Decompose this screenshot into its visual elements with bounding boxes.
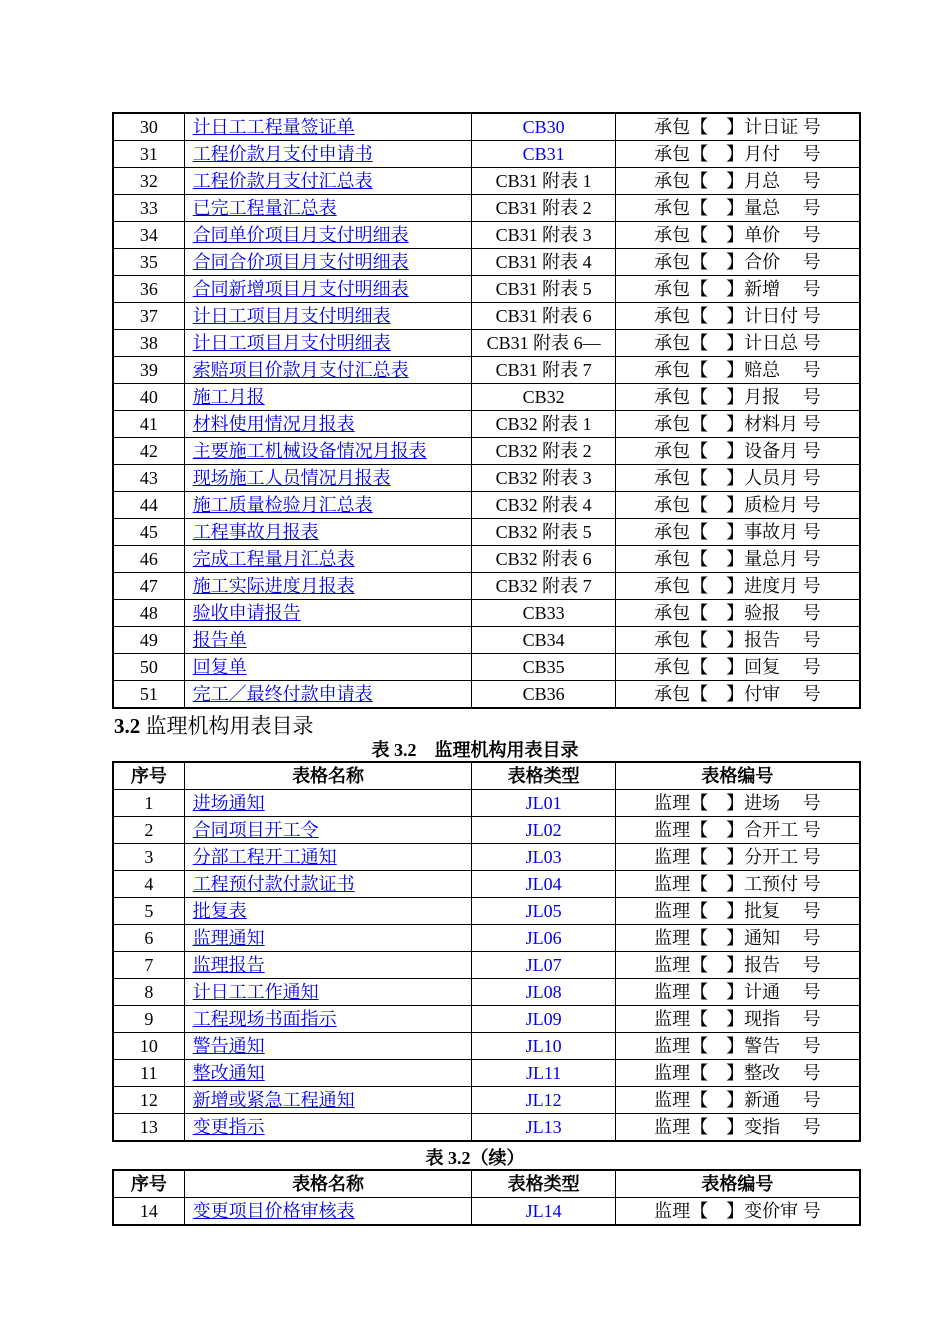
- row-serial: 32: [113, 168, 184, 195]
- form-name-link[interactable]: 主要施工机械设备情况月报表: [192, 441, 427, 461]
- table-row: [113, 790, 860, 817]
- row-form-type: CB36: [472, 681, 615, 709]
- form-name-link[interactable]: 计日工工程量签证单: [192, 117, 355, 137]
- row-form-type: CB31: [472, 141, 615, 168]
- form-name-link[interactable]: 合同项目开工令: [192, 820, 319, 840]
- row-serial: 51: [113, 681, 184, 709]
- row-form-name-cell: [184, 1060, 472, 1087]
- form-name-link[interactable]: 工程现场书面指示: [192, 1009, 337, 1029]
- table-row: [113, 1198, 860, 1226]
- supervision-forms-table-continued: [112, 1169, 861, 1226]
- row-form-name-cell: [184, 276, 472, 303]
- row-form-type: JL03: [472, 844, 615, 871]
- form-name-link[interactable]: 进场通知: [192, 793, 265, 813]
- row-form-number: 监理【 】进场 号: [615, 790, 860, 817]
- row-form-number: 承包【 】赔总 号: [615, 357, 860, 384]
- table-row: [113, 113, 860, 141]
- row-form-type: CB32 附表 3: [472, 465, 615, 492]
- row-form-number: 监理【 】合开工 号: [615, 817, 860, 844]
- row-serial: 46: [113, 546, 184, 573]
- table-row: [113, 141, 860, 168]
- table-row: [113, 817, 860, 844]
- row-serial: 39: [113, 357, 184, 384]
- row-serial: 38: [113, 330, 184, 357]
- header-form-number: 表格编号: [615, 762, 860, 790]
- row-form-name-cell: [184, 303, 472, 330]
- table-row: [113, 222, 860, 249]
- header-form-number: 表格编号: [615, 1170, 860, 1198]
- form-name-link[interactable]: 施工质量检验月汇总表: [192, 495, 373, 515]
- form-name-link[interactable]: 完成工程量月汇总表: [192, 549, 355, 569]
- row-form-number: 监理【 】变价审 号: [615, 1198, 860, 1226]
- row-serial: 2: [113, 817, 184, 844]
- row-serial: 14: [113, 1198, 184, 1226]
- table-row: [113, 519, 860, 546]
- row-form-name-cell: [184, 438, 472, 465]
- form-name-link[interactable]: 批复表: [192, 901, 247, 921]
- supervision-forms-table: [112, 761, 861, 1142]
- header-form-type: 表格类型: [472, 762, 615, 790]
- form-name-link[interactable]: 变更指示: [192, 1117, 265, 1137]
- row-form-type: CB31 附表 2: [472, 195, 615, 222]
- form-name-link[interactable]: 整改通知: [192, 1063, 265, 1083]
- row-form-type: CB33: [472, 600, 615, 627]
- row-form-type: JL07: [472, 952, 615, 979]
- row-serial: 40: [113, 384, 184, 411]
- row-form-name-cell: [184, 1006, 472, 1033]
- row-serial: 3: [113, 844, 184, 871]
- section-number: 3.2: [114, 714, 141, 738]
- table-row: [113, 276, 860, 303]
- row-form-type: CB31 附表 3: [472, 222, 615, 249]
- table-continued-caption: 表 3.2（续）: [425, 1148, 525, 1168]
- row-form-type: JL10: [472, 1033, 615, 1060]
- row-form-name-cell: [184, 817, 472, 844]
- row-form-number: 承包【 】事故月 号: [615, 519, 860, 546]
- row-serial: 30: [113, 113, 184, 141]
- table-row: [113, 844, 860, 871]
- form-name-link[interactable]: 材料使用情况月报表: [192, 414, 355, 434]
- header-serial: 序号: [113, 762, 184, 790]
- table-row: [113, 871, 860, 898]
- row-form-name-cell: [184, 519, 472, 546]
- row-form-name-cell: [184, 465, 472, 492]
- form-name-link[interactable]: 计日工项目月支付明细表: [192, 333, 391, 353]
- row-form-name-cell: [184, 925, 472, 952]
- row-form-name-cell: [184, 654, 472, 681]
- row-form-number: 承包【 】计日付 号: [615, 303, 860, 330]
- row-form-type: CB34: [472, 627, 615, 654]
- row-form-number: 监理【 】现指 号: [615, 1006, 860, 1033]
- row-form-type: CB32 附表 7: [472, 573, 615, 600]
- table-row: [113, 303, 860, 330]
- row-form-type: CB32 附表 2: [472, 438, 615, 465]
- row-form-number: 承包【 】设备月 号: [615, 438, 860, 465]
- form-name-link[interactable]: 现场施工人员情况月报表: [192, 468, 391, 488]
- table-row: [113, 898, 860, 925]
- row-serial: 7: [113, 952, 184, 979]
- form-name-link[interactable]: 分部工程开工通知: [192, 847, 337, 867]
- row-form-number: 承包【 】计日总 号: [615, 330, 860, 357]
- row-form-name-cell: [184, 573, 472, 600]
- table-row: [113, 330, 860, 357]
- table-row: [113, 249, 860, 276]
- row-form-name-cell: [184, 952, 472, 979]
- row-serial: 11: [113, 1060, 184, 1087]
- form-name-link[interactable]: 计日工工作通知: [192, 982, 319, 1002]
- row-form-name-cell: [184, 141, 472, 168]
- form-name-link[interactable]: 新增或紧急工程通知: [192, 1090, 355, 1110]
- row-form-number: 监理【 】工预付 号: [615, 871, 860, 898]
- row-form-number: 承包【 】新增 号: [615, 276, 860, 303]
- row-form-name-cell: [184, 546, 472, 573]
- row-serial: 9: [113, 1006, 184, 1033]
- row-form-type: JL08: [472, 979, 615, 1006]
- row-form-number: 监理【 】变指 号: [615, 1114, 860, 1142]
- row-serial: 42: [113, 438, 184, 465]
- row-form-name-cell: [184, 790, 472, 817]
- row-form-type: CB32 附表 1: [472, 411, 615, 438]
- row-form-number: 承包【 】付审 号: [615, 681, 860, 709]
- row-form-name-cell: [184, 600, 472, 627]
- form-name-link[interactable]: 施工月报: [192, 387, 265, 407]
- table-row: [113, 1114, 860, 1142]
- row-form-type: JL02: [472, 817, 615, 844]
- row-form-type: JL01: [472, 790, 615, 817]
- row-form-name-cell: [184, 1033, 472, 1060]
- row-form-number: 承包【 】计日证 号: [615, 113, 860, 141]
- row-form-type: CB32: [472, 384, 615, 411]
- row-serial: 45: [113, 519, 184, 546]
- table-row: [113, 1006, 860, 1033]
- row-form-name-cell: [184, 979, 472, 1006]
- row-form-name-cell: [184, 1198, 472, 1226]
- table-row: [113, 979, 860, 1006]
- table-row: [113, 168, 860, 195]
- table-row: [113, 600, 860, 627]
- header-form-name: 表格名称: [184, 1170, 472, 1198]
- row-form-number: 承包【 】量总 号: [615, 195, 860, 222]
- table-row: [113, 546, 860, 573]
- row-form-name-cell: [184, 113, 472, 141]
- row-form-number: 承包【 】量总月 号: [615, 546, 860, 573]
- form-name-link[interactable]: 报告单: [192, 630, 247, 650]
- row-form-number: 承包【 】报告 号: [615, 627, 860, 654]
- row-serial: 41: [113, 411, 184, 438]
- row-form-number: 监理【 】整改 号: [615, 1060, 860, 1087]
- table-row: [113, 1087, 860, 1114]
- row-form-number: 承包【 】质检月 号: [615, 492, 860, 519]
- row-form-name-cell: [184, 384, 472, 411]
- row-form-type: CB31 附表 7: [472, 357, 615, 384]
- row-form-type: JL04: [472, 871, 615, 898]
- table-row: [113, 925, 860, 952]
- row-serial: 8: [113, 979, 184, 1006]
- row-serial: 35: [113, 249, 184, 276]
- row-form-name-cell: [184, 844, 472, 871]
- table-header-row: [113, 1170, 860, 1198]
- row-form-number: 承包【 】回复 号: [615, 654, 860, 681]
- row-form-type: CB32 附表 6: [472, 546, 615, 573]
- form-name-link[interactable]: 验收申请报告: [192, 603, 301, 623]
- row-serial: 5: [113, 898, 184, 925]
- form-name-link[interactable]: 工程价款月支付申请书: [192, 144, 373, 164]
- row-form-name-cell: [184, 627, 472, 654]
- row-form-name-cell: [184, 249, 472, 276]
- row-form-number: 监理【 】批复 号: [615, 898, 860, 925]
- row-form-number: 承包【 】合价 号: [615, 249, 860, 276]
- row-form-type: CB32 附表 5: [472, 519, 615, 546]
- row-form-type: JL14: [472, 1198, 615, 1226]
- row-form-name-cell: [184, 330, 472, 357]
- row-form-number: 承包【 】单价 号: [615, 222, 860, 249]
- form-name-link[interactable]: 工程预付款付款证书: [192, 874, 355, 894]
- table-row: [113, 654, 860, 681]
- row-form-number: 承包【 】材料月 号: [615, 411, 860, 438]
- form-name-link[interactable]: 合同新增项目月支付明细表: [192, 279, 409, 299]
- form-name-link[interactable]: 合同合价项目月支付明细表: [192, 252, 409, 272]
- table-row: [113, 465, 860, 492]
- form-name-link[interactable]: 完工／最终付款申请表: [192, 684, 373, 704]
- form-name-link[interactable]: 已完工程量汇总表: [192, 198, 337, 218]
- header-form-type: 表格类型: [472, 1170, 615, 1198]
- section-title: 监理机构用表目录: [145, 714, 314, 738]
- row-form-number: 监理【 】报告 号: [615, 952, 860, 979]
- form-name-link[interactable]: 工程事故月报表: [192, 522, 319, 542]
- row-form-name-cell: [184, 195, 472, 222]
- table-row: [113, 952, 860, 979]
- row-form-type: CB31 附表 5: [472, 276, 615, 303]
- row-serial: 49: [113, 627, 184, 654]
- row-form-number: 承包【 】验报 号: [615, 600, 860, 627]
- row-form-name-cell: [184, 1114, 472, 1142]
- row-form-type: CB31 附表 6: [472, 303, 615, 330]
- row-form-name-cell: [184, 871, 472, 898]
- contractor-forms-table: [112, 112, 861, 709]
- row-form-name-cell: [184, 681, 472, 709]
- table-header-row: [113, 762, 860, 790]
- table-row: [113, 627, 860, 654]
- row-form-number: 监理【 】通知 号: [615, 925, 860, 952]
- row-form-number: 承包【 】月付 号: [615, 141, 860, 168]
- form-name-link[interactable]: 计日工项目月支付明细表: [192, 306, 391, 326]
- row-form-type: CB31 附表 4: [472, 249, 615, 276]
- form-name-link[interactable]: 监理通知: [192, 928, 265, 948]
- row-form-name-cell: [184, 1087, 472, 1114]
- row-serial: 37: [113, 303, 184, 330]
- row-form-number: 承包【 】人员月 号: [615, 465, 860, 492]
- row-form-number: 监理【 】警告 号: [615, 1033, 860, 1060]
- table-row: [113, 411, 860, 438]
- row-form-type: CB32 附表 4: [472, 492, 615, 519]
- table-row: [113, 357, 860, 384]
- row-form-number: 承包【 】月总 号: [615, 168, 860, 195]
- form-name-link[interactable]: 警告通知: [192, 1036, 265, 1056]
- row-form-name-cell: [184, 898, 472, 925]
- row-form-number: 监理【 】新通 号: [615, 1087, 860, 1114]
- table-row: [113, 573, 860, 600]
- row-serial: 43: [113, 465, 184, 492]
- row-form-type: CB31 附表 1: [472, 168, 615, 195]
- row-form-type: CB30: [472, 113, 615, 141]
- row-serial: 33: [113, 195, 184, 222]
- row-form-number: 承包【 】月报 号: [615, 384, 860, 411]
- form-name-link[interactable]: 监理报告: [192, 955, 265, 975]
- row-serial: 44: [113, 492, 184, 519]
- table-row: [113, 438, 860, 465]
- row-serial: 31: [113, 141, 184, 168]
- row-form-name-cell: [184, 168, 472, 195]
- row-form-number: 监理【 】计通 号: [615, 979, 860, 1006]
- row-serial: 6: [113, 925, 184, 952]
- row-serial: 10: [113, 1033, 184, 1060]
- row-serial: 34: [113, 222, 184, 249]
- table-row: [113, 1060, 860, 1087]
- row-serial: 48: [113, 600, 184, 627]
- row-form-type: CB35: [472, 654, 615, 681]
- row-form-number: 监理【 】分开工 号: [615, 844, 860, 871]
- row-form-type: JL12: [472, 1087, 615, 1114]
- form-name-link[interactable]: 施工实际进度月报表: [192, 576, 355, 596]
- row-form-name-cell: [184, 222, 472, 249]
- row-serial: 1: [113, 790, 184, 817]
- row-serial: 13: [113, 1114, 184, 1142]
- table-caption: 表 3.2 监理机构用表目录: [371, 740, 579, 760]
- row-form-type: JL13: [472, 1114, 615, 1142]
- row-form-name-cell: [184, 492, 472, 519]
- row-form-type: JL06: [472, 925, 615, 952]
- row-form-type: CB31 附表 6—: [472, 330, 615, 357]
- table-row: [113, 492, 860, 519]
- row-form-name-cell: [184, 411, 472, 438]
- row-form-number: 承包【 】进度月 号: [615, 573, 860, 600]
- row-serial: 4: [113, 871, 184, 898]
- table-row: [113, 1033, 860, 1060]
- row-form-type: JL09: [472, 1006, 615, 1033]
- table-row: [113, 195, 860, 222]
- form-name-link[interactable]: 变更项目价格审核表: [192, 1201, 355, 1221]
- row-serial: 47: [113, 573, 184, 600]
- row-form-type: JL11: [472, 1060, 615, 1087]
- row-serial: 50: [113, 654, 184, 681]
- row-form-type: JL05: [472, 898, 615, 925]
- table-row: [113, 384, 860, 411]
- row-serial: 36: [113, 276, 184, 303]
- form-name-link[interactable]: 索赔项目价款月支付汇总表: [192, 360, 409, 380]
- form-name-link[interactable]: 回复单: [192, 657, 247, 677]
- header-serial: 序号: [113, 1170, 184, 1198]
- row-serial: 12: [113, 1087, 184, 1114]
- header-form-name: 表格名称: [184, 762, 472, 790]
- form-name-link[interactable]: 工程价款月支付汇总表: [192, 171, 373, 191]
- table-row: [113, 681, 860, 709]
- row-form-name-cell: [184, 357, 472, 384]
- form-name-link[interactable]: 合同单价项目月支付明细表: [192, 225, 409, 245]
